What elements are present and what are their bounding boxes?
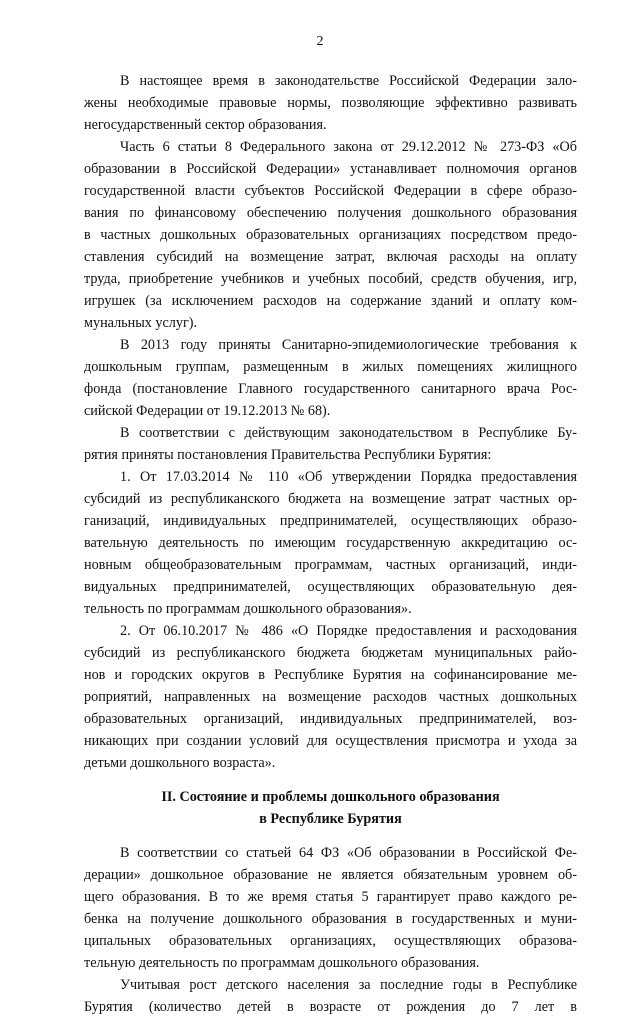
text-line: 2. От 06.10.2017 № 486 «О Порядке предоставления и расходования <box>120 623 577 639</box>
text-line: тельность по программам дошкольного образования». <box>84 601 412 617</box>
text-line: Бурятия (количество детей в возрасте от рождения до 7 лет в <box>84 999 577 1015</box>
text-line: рятия приняты постановления Правительства Республики Бурятия: <box>84 447 492 463</box>
text-line: образовательных организаций, индивидуальных предпринимателей, воз- <box>84 711 577 727</box>
text-line: В настоящее время в законодательстве Российской Федерации зало- <box>120 73 577 89</box>
text-line: труда, приобретение учебников и учебных пособий, средств обучения, игр, <box>84 271 577 287</box>
paragraph-population-growth <box>84 974 577 1018</box>
paragraph-federal-law <box>84 136 577 334</box>
text-line: 1. От 17.03.2014 № 110 «Об утверждении Порядка предоставления <box>120 469 577 485</box>
text-line: субсидий из республиканского бюджета на возмещение затрат частных ор- <box>84 491 577 507</box>
section-heading <box>84 786 577 830</box>
text-line: вательную деятельность по имеющим государственную аккредитацию ос- <box>84 535 577 551</box>
paragraph-sanitary-requirements <box>84 334 577 422</box>
text-line: негосударственный сектор образования. <box>84 117 327 133</box>
text-line: Учитывая рост детского населения за последние годы в Республике <box>120 977 577 993</box>
text-line: мунальных услуг). <box>84 315 198 331</box>
list-item-resolution-2 <box>84 620 577 774</box>
text-line: роприятий, направленных на возмещение расходов частных дошкольных <box>84 689 577 705</box>
text-line: ганизаций, индивидуальных предпринимателей, осуществляющих образо- <box>84 513 577 529</box>
text-line: детьми дошкольного возраста». <box>84 755 276 771</box>
text-line: вания по финансовому обеспечению получения дошкольного образования <box>84 205 577 221</box>
text-line: дошкольным группам, размещенным в жилых помещениях жилищного <box>84 359 577 375</box>
text-line: сийской Федерации от 19.12.2013 № 68). <box>84 403 331 419</box>
heading-line: в Республике Бурятия <box>259 811 402 827</box>
text-line: государственной власти субъектов Российской Федерации в сфере образо- <box>84 183 577 199</box>
text-line: видуальных предпринимателей, осуществляющих образовательную дея- <box>84 579 577 595</box>
text-line: новным общеобразовательным программам, частных организаций, инди- <box>84 557 577 573</box>
text-line: нов и городских округов в Республике Бурятия на софинансирование ме- <box>84 667 577 683</box>
text-line: щего образования. В то же время статья 5 гарантирует право каждого ре- <box>84 889 577 905</box>
paragraph-law-article-64 <box>84 842 577 974</box>
heading-line: II. Состояние и проблемы дошкольного образования <box>161 789 500 805</box>
section-spacer <box>84 774 577 786</box>
document-body <box>84 70 577 1018</box>
text-line: образовании в Российской Федерации» устанавливает полномочия органов <box>84 161 577 177</box>
list-item-resolution-1 <box>84 466 577 620</box>
section-spacer <box>84 830 577 842</box>
text-line: бенка на получение дошкольного образования в государственных и муни- <box>84 911 577 927</box>
text-line: в частных дошкольных образовательных организациях посредством предо- <box>84 227 577 243</box>
text-line: жены необходимые правовые нормы, позволяющие эффективно развивать <box>84 95 577 111</box>
paragraph-legal-norms <box>84 70 577 136</box>
text-line: Часть 6 статьи 8 Федерального закона от 29.12.2012 № 273-ФЗ «Об <box>120 139 577 155</box>
text-line: никающих при создании условий для осуществления присмотра и ухода за <box>84 733 577 749</box>
text-line: игрушек (за исключением расходов на содержание зданий и оплату ком- <box>84 293 577 309</box>
page-number: 2 <box>316 34 324 49</box>
text-line: В соответствии со статьей 64 ФЗ «Об образовании в Российской Фе- <box>120 845 577 861</box>
text-line: ставления субсидий на возмещение затрат, включая расходы на оплату <box>84 249 577 265</box>
text-line: фонда (постановление Главного государственного санитарного врача Рос- <box>84 381 577 397</box>
text-line: В 2013 году приняты Санитарно-эпидемиологические требования к <box>120 337 577 353</box>
text-line: тельную деятельность по программам дошкольного образования. <box>84 955 480 971</box>
text-line: дерации» дошкольное образование не является обязательным уровнем об- <box>84 867 577 883</box>
text-line: В соответствии с действующим законодательством в Республике Бу- <box>120 425 577 441</box>
text-line: ципальных образовательных организациях, осуществляющих образова- <box>84 933 577 949</box>
text-line: субсидий из республиканского бюджета бюджетам муниципальных райо- <box>84 645 577 661</box>
paragraph-regional-resolutions <box>84 422 577 466</box>
